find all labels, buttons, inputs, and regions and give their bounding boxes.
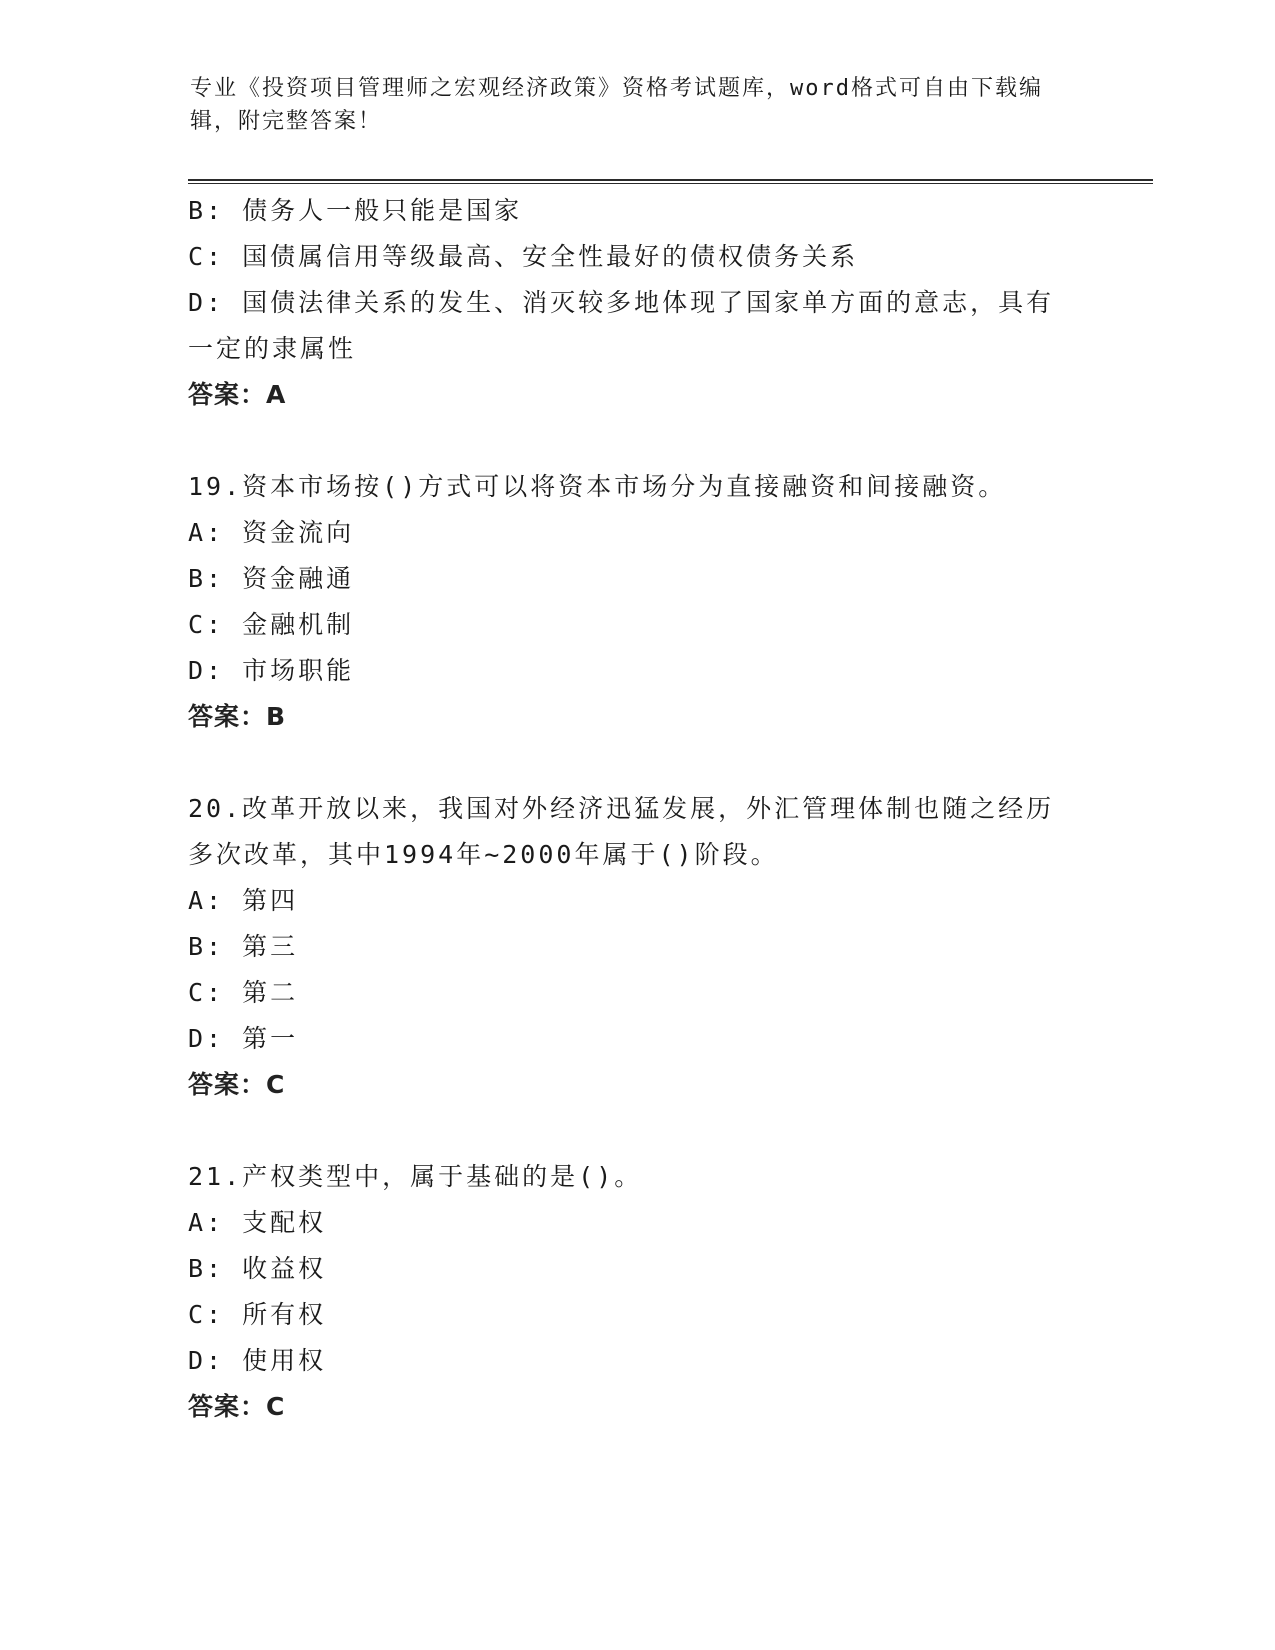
question-21 xyxy=(188,1154,1088,1430)
option-a: A: 第四 xyxy=(188,886,299,915)
question-20 xyxy=(188,786,1088,1108)
option-d-continued: 一定的隶属性 xyxy=(188,334,357,363)
question-stem-continued: 多次改革，其中1994年~2000年属于()阶段。 xyxy=(188,840,779,869)
option-c: C: 金融机制 xyxy=(188,610,355,639)
header-rule-thin xyxy=(188,183,1153,184)
answer-line: 答案：C xyxy=(188,1392,286,1421)
option-a: A: 资金流向 xyxy=(188,518,355,547)
option-b: B: 资金融通 xyxy=(188,564,355,593)
header-line-2: 辑，附完整答案！ xyxy=(190,109,383,134)
question-stem: 21.产权类型中，属于基础的是()。 xyxy=(188,1162,643,1191)
option-b: B: 第三 xyxy=(188,932,299,961)
spacer xyxy=(188,1108,1088,1154)
option-c: C: 所有权 xyxy=(188,1300,327,1329)
question-stem: 20.改革开放以来，我国对外经济迅猛发展，外汇管理体制也随之经历 xyxy=(188,794,1055,823)
spacer xyxy=(188,418,1088,464)
option-c: C: 第二 xyxy=(188,978,299,1007)
spacer xyxy=(188,740,1088,786)
header-line-1: 专业《投资项目管理师之宏观经济政策》资格考试题库，word格式可自由下载编 xyxy=(190,76,1043,101)
header-rule-thick xyxy=(188,179,1153,181)
answer-line: 答案：B xyxy=(188,702,287,731)
answer-line: 答案：A xyxy=(188,380,287,409)
option-c: C: 国债属信用等级最高、安全性最好的债权债务关系 xyxy=(188,242,859,271)
question-stem: 19.资本市场按()方式可以将资本市场分为直接融资和间接融资。 xyxy=(188,472,1007,501)
option-b: B: 债务人一般只能是国家 xyxy=(188,196,523,225)
option-a: A: 支配权 xyxy=(188,1208,327,1237)
option-b: B: 收益权 xyxy=(188,1254,327,1283)
document-body xyxy=(188,188,1088,1430)
option-d: D: 使用权 xyxy=(188,1346,327,1375)
option-d: D: 市场职能 xyxy=(188,656,355,685)
answer-line: 答案：C xyxy=(188,1070,286,1099)
page-header xyxy=(190,72,1090,138)
question-fragment xyxy=(188,188,1088,418)
option-d: D: 第一 xyxy=(188,1024,299,1053)
question-19 xyxy=(188,464,1088,740)
option-d: D: 国债法律关系的发生、消灭较多地体现了国家单方面的意志，具有 xyxy=(188,288,1055,317)
